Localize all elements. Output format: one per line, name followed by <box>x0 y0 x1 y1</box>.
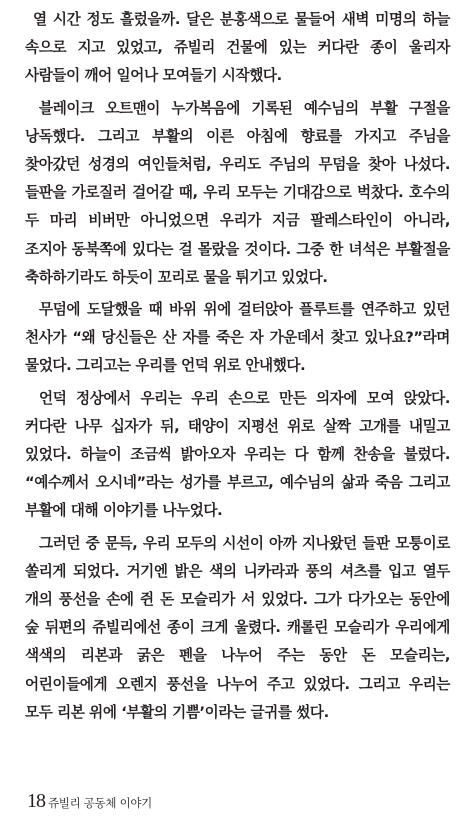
page-number: 18 <box>27 790 45 812</box>
paragraph-4: 언덕 정상에서 우리는 우리 손으로 만든 의자에 모여 앉았다. 커다란 나무 십자가 뒤, 태양이 지평선 위로 살짝 고개를 내밀고 있었다. 하늘이 조금씩 밝아오자 우리는 다 함께 찬송을 불렀다. “예수께서 오시네”라는 성가를 부르고, 예수님의 삶과 죽음 그리고 부활에 대해 이야기를 나누었다. <box>25 389 450 520</box>
page-body <box>25 6 450 731</box>
running-title: 쥬빌리 공동체 이야기 <box>48 796 152 810</box>
page-footer <box>27 790 152 813</box>
paragraph-5: 그러던 중 문득, 우리 모두의 시선이 아까 지나왔던 들판 모퉁이로 쏠리게 되었다. 거기엔 밝은 색의 니카라과 풍의 셔츠를 입고 열두 개의 풍선을 손에 쥔 돈 모슬리가 서 있었다. 그가 다가오는 동안에 숲 뒤편의 쥬빌리에선 종이 크게 울렸다. 캐롤린 모슬리가 우리에게 색색의 리본과 굵은 펜을 나누어 주는 동안 돈 모슬리는, 어린이들에게 오렌지 풍선을 나누어 주고 있었다. 그리고 우리는 모두 리본 위에 ‘부활의 기쁨’이라는 글귀를 썼다. <box>25 534 450 721</box>
paragraph-3: 무덤에 도달했을 때 바위 위에 걸터앉아 플루트를 연주하고 있던 천사가 “왜 당신들은 산 자를 죽은 자 가운데서 찾고 있나요?”라며 물었다. 그리고는 우리를 언덕 위로 안내했다. <box>25 301 450 375</box>
paragraph-1: 열 시간 정도 흘렀을까. 달은 분홍색으로 물들어 새벽 미명의 하늘 속으로 지고 있었고, 쥬빌리 건물에 있는 커다란 종이 울리자 사람들이 깨어 일어나 모여들기 시작했다. <box>25 11 450 85</box>
paragraph-2: 블레이크 오트맨이 누가복음에 기록된 예수님의 부활 구절을 낭독했다. 그리고 부활의 이른 아침에 향료를 가지고 주님을 찾아갔던 성경의 여인들처럼, 우리도 주님의 무덤을 찾아 나섰다. 들판을 가로질러 걸어갈 때, 우리 모두는 기대감으로 벅찼다. 호수의 두 마리 비버만 아니었으면 우리가 지금 팔레스타인이 아니라, 조지아 동북쪽에 있다는 걸 몰랐을 것이다. 그중 한 녀석은 부활절을 축하하기라도 하듯이 꼬리로 물을 튀기고 있었다. <box>25 99 450 286</box>
